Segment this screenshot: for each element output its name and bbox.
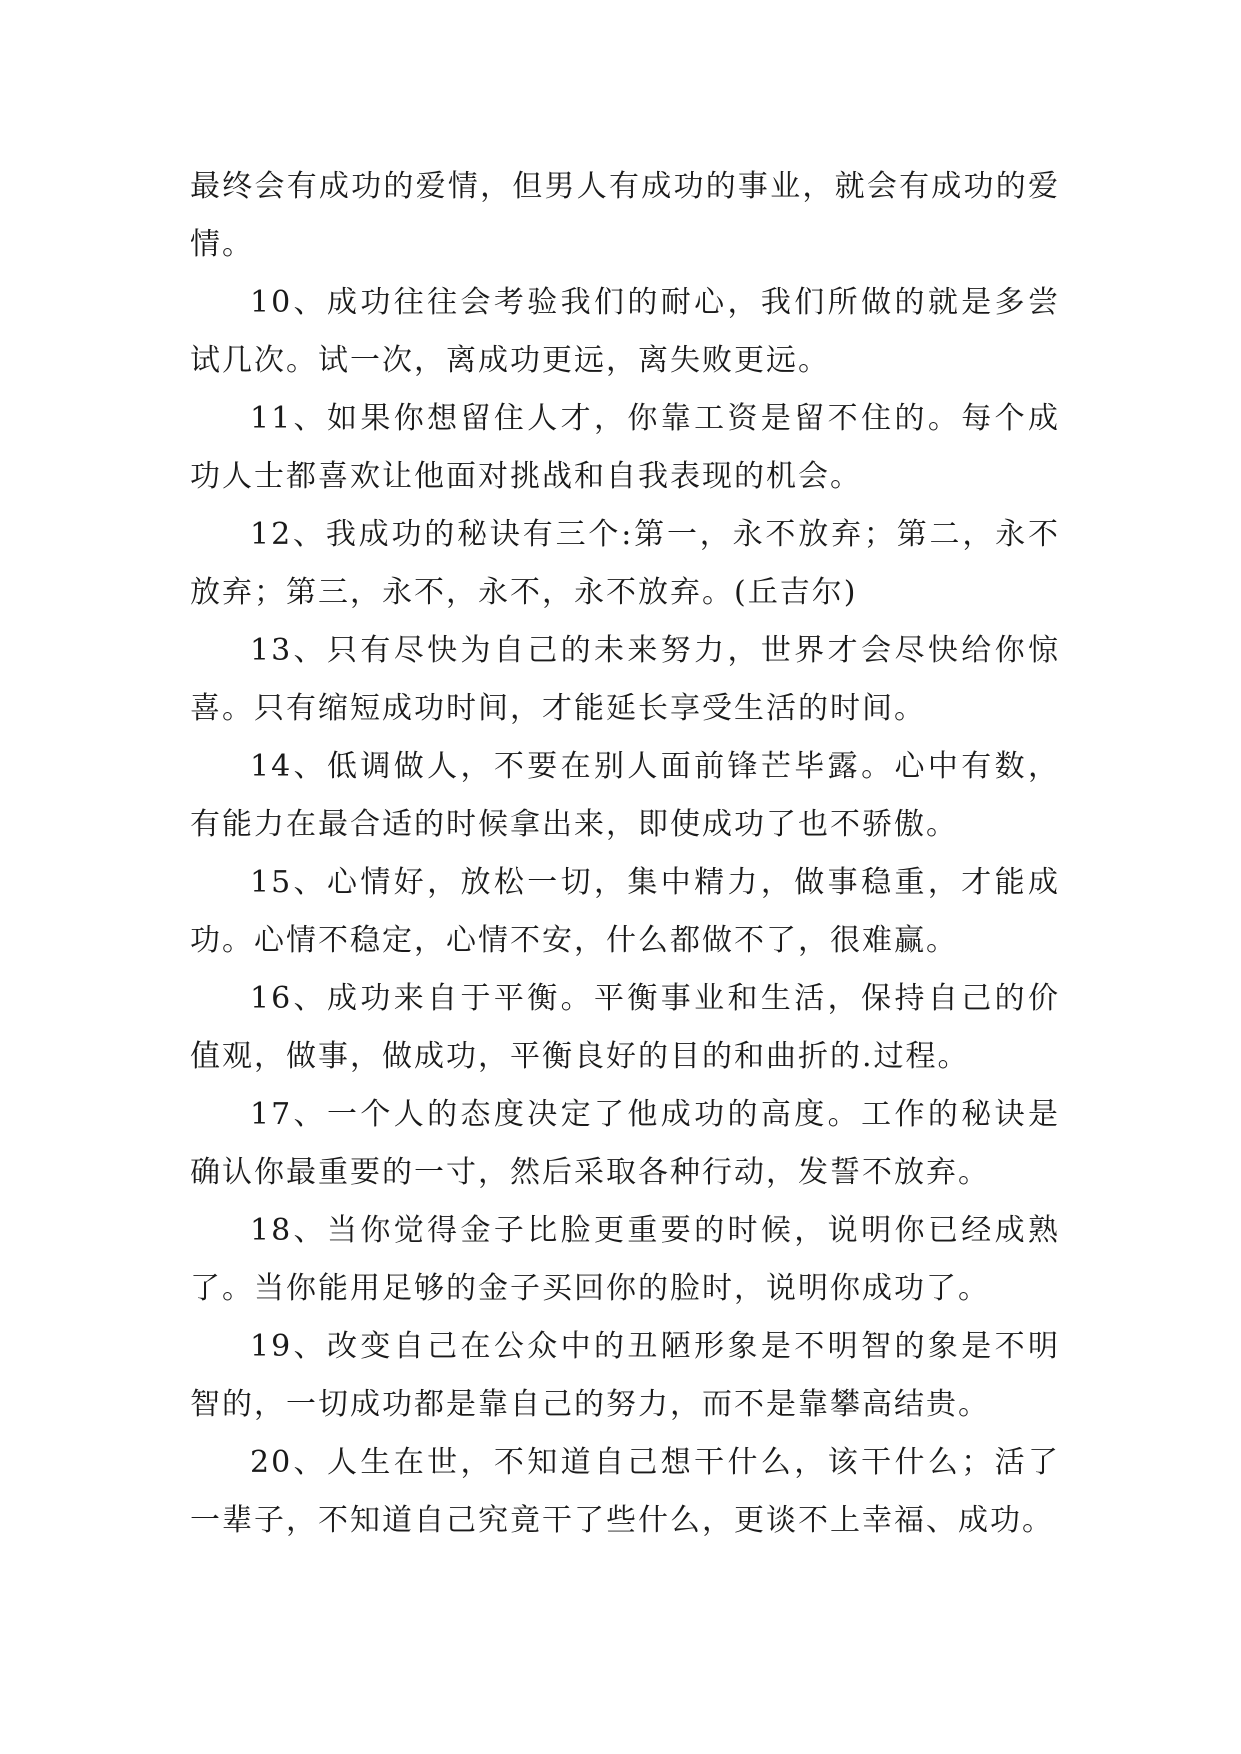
paragraph: 最终会有成功的爱情，但男人有成功的事业，就会有成功的爱情。 [190,169,1060,262]
paragraph: 18、当你觉得金子比脸更重要的时候，说明你已经成熟了。当你能用足够的金子买回你的脸时，说明你成功了。 [190,1213,1060,1306]
paragraph: 11、如果你想留住人才，你靠工资是留不住的。每个成功人士都喜欢让他面对挑战和自我表现的机会。 [190,401,1060,494]
paragraph: 16、成功来自于平衡。平衡事业和生活，保持自己的价值观，做事，做成功，平衡良好的目的和曲折的.过程。 [190,981,1060,1074]
paragraph: 14、低调做人，不要在别人面前锋芒毕露。心中有数，有能力在最合适的时候拿出来，即使成功了也不骄傲。 [190,749,1060,842]
paragraph: 17、一个人的态度决定了他成功的高度。工作的秘诀是确认你最重要的一寸，然后采取各种行动，发誓不放弃。 [190,1097,1060,1190]
paragraph: 10、成功往往会考验我们的耐心，我们所做的就是多尝试几次。试一次，离成功更远，离失败更远。 [190,285,1060,378]
paragraph: 13、只有尽快为自己的未来努力，世界才会尽快给你惊喜。只有缩短成功时间，才能延长享受生活的时间。 [190,633,1060,726]
paragraph: 19、改变自己在公众中的丑陋形象是不明智的象是不明智的，一切成功都是靠自己的努力，而不是靠攀高结贵。 [190,1329,1060,1422]
document-body [190,158,1060,1550]
paragraph: 12、我成功的秘诀有三个:第一，永不放弃；第二，永不放弃；第三，永不，永不，永不放弃。(丘吉尔) [190,517,1060,610]
paragraph: 20、人生在世，不知道自己想干什么，该干什么；活了一辈子，不知道自己究竟干了些什么，更谈不上幸福、成功。 [190,1445,1060,1538]
paragraph: 15、心情好，放松一切，集中精力，做事稳重，才能成功。心情不稳定，心情不安，什么都做不了，很难赢。 [190,865,1060,958]
